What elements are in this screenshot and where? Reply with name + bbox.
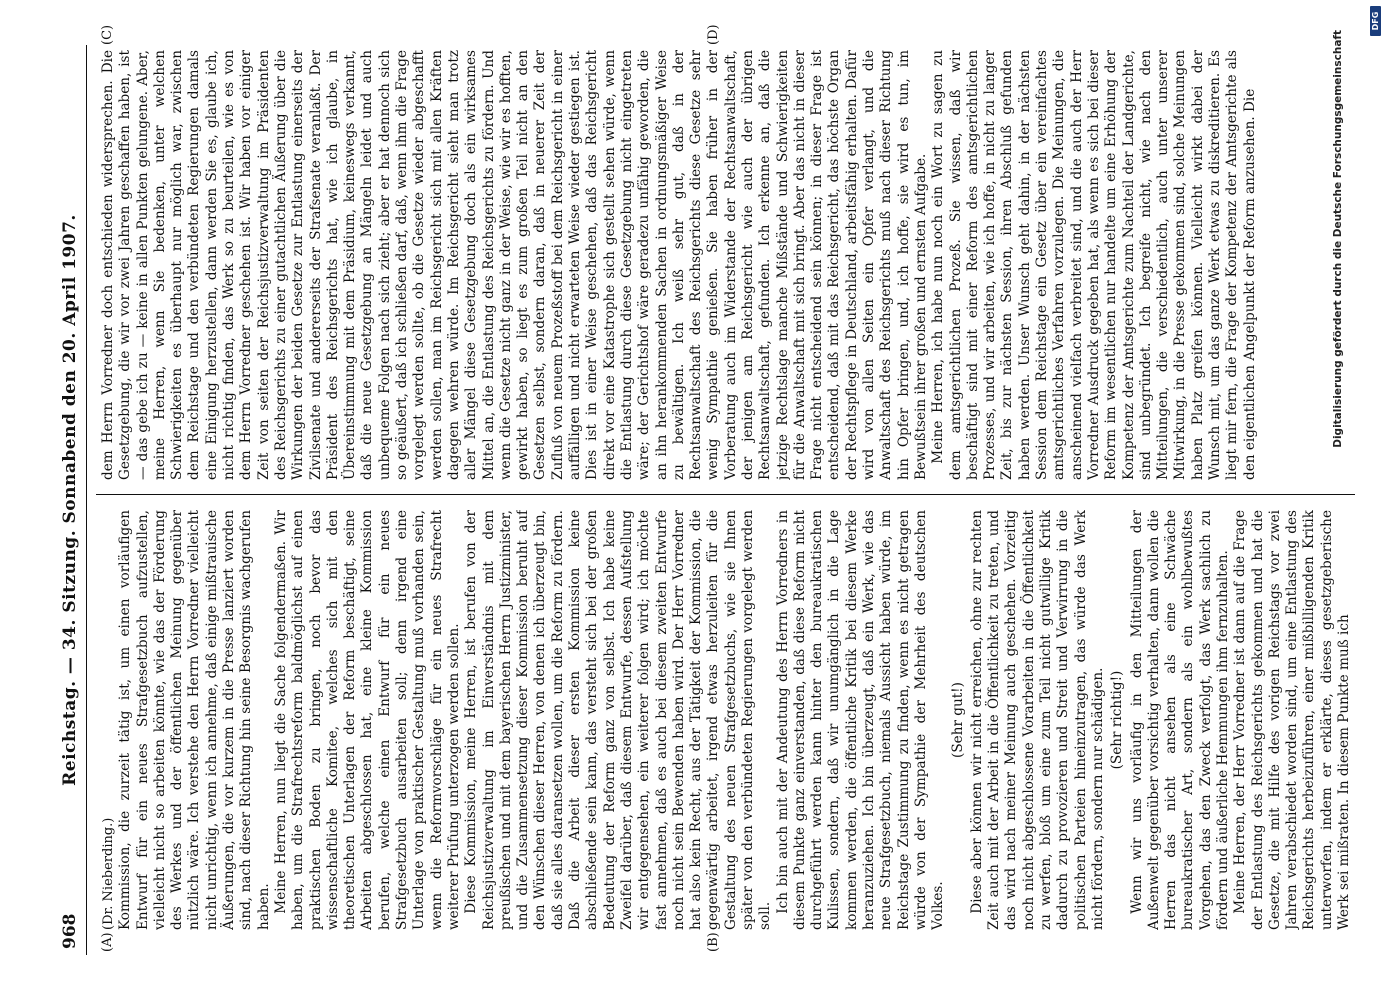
paragraph: Ich bin auch mit der Andeutung des Herrn Vorredners in diesem Punkte ganz einverstanden, daß diese Reform nicht durchgeführt werden kann hinter den bureaukratischen Kulissen, sondern, daß wir unumgänglich in die Lage kommen werden, die öffentliche Kritik bei diesem Werke heranzuziehen. Ich bin überzeugt, daß ein Werk, wie das neue Strafgesetzbuch, niemals Aussicht haben würde, im Reichstage Zustimmung zu finden, wenn es nicht getragen würde von der Sympathie der Mehrheit des deutschen Volkes. <box>774 510 947 930</box>
page-number: 968 <box>60 913 80 949</box>
paragraph: Diese Kommission, meine Herren, ist berufen von der Reichsjustizverwaltung im Einverständnis mit dem preußischen und mit dem bayerischen Herrn Justizminister, und die Zusammensetzung dieser Kommission beruht auf den Wünschen dieser Herren, von denen ich überzeugt bin, daß sie alles daransetzen wollen, um die Reform zu fördern. Daß die Arbeit dieser ersten Kommission keine abschließende sein kann, das versteht sich bei der großen Bedeutung der Reform ganz von selbst. Ich habe keine Zweifel darüber, daß diesem Entwurfe, dessen Aufstellung wir entgegensehen, ein weiterer folgen wird; ich möchte fast annehmen, daß es auch bei diesem zweiten Entwurfe noch nicht sein Bewenden haben wird. Der Herr Vorredner hat also kein Recht, aus der Tätigkeit der Kommission, die gegenwärtig arbeitet, irgend etwas herzuleiten für die Gestaltung des neuen Strafgesetzbuchs, wie sie Ihnen später von den verbündeten Regierungen vorgelegt werden soll. <box>463 510 774 930</box>
digitization-note: Digitalisierung gefördert durch die Deutsche Forschungsgemeinschaft <box>1332 30 1344 448</box>
paragraph: Meine Herren, nun liegt die Sache folgendermaßen. Wir haben, um die Strafrechtsreform baldmöglichst auf einen praktischen Boden zu bringen, noch bevor das wissenschaftliche Komitee, welches sich mit den theoretischen Unterlagen der Reform beschäftigt, seine Arbeiten abgeschlossen hat, eine kleine Kommission berufen, welche einen Entwurf für ein neues Strafgesetzbuch ausarbeiten soll; denn irgend eine Unterlage von praktischer Gestaltung muß vorhanden sein, wenn die Reformvorschläge für ein neues Strafrecht weiterer Prüfung unterzogen werden sollen. <box>272 510 462 930</box>
margin-marker-b: (B) <box>706 932 721 952</box>
speaker-label: (Dr. Nieberding.) <box>101 817 116 930</box>
margin-marker-d: (D) <box>706 24 721 45</box>
page-header <box>58 45 87 955</box>
paragraph: Kommission, die zurzeit tätig ist, um einen vorläufigen Entwurf für ein neues Strafgesetzbuch aufzustellen, vielleicht nicht so arbeiten könnte, wie das der Förderung des Werkes und der öffentlichen Meinung gegenüber nützlich wäre. Ich verstehe den Herrn Vorredner vielleicht nicht unrichtig, wenn ich annehme, daß einige mißtrauische Äußerungen, die vor kurzem in die Presse lanziert worden sind, nach dieser Richtung hin seine Besorgnis wachgerufen haben. <box>117 510 272 930</box>
dfg-logo: DFG <box>1370 6 1381 36</box>
right-column <box>100 50 1353 480</box>
interjection: (Sehr richtig!) <box>1109 670 1126 770</box>
paragraph: dem Herrn Vorredner doch entschieden widersprechen. Die Gesetzgebung, die wir vor zwei Jahren geschaffen haben, ist — das gebe ich zu — keine in allen Punkten gelungene. Aber, meine Herren, wenn Sie bedenken, unter welchen Schwierigkeiten es überhaupt nur möglich war, zwischen dem Reichstage und den verbündeten Regierungen damals eine Einigung herzustellen, dann werden Sie es, glaube ich, nicht richtig finden, das Werk so zu beurteilen, wie es von dem Herrn Vorredner geschehen ist. Wir haben vor einiger Zeit von seiten der Reichsjustizverwaltung im Präsidenten des Reichsgerichts zu einer gutachtlichen Äußerung über die Wirkungen der beiden Gesetze zur Entlastung einerseits der Zivilsenate und andererseits der Strafsenate veranlaßt. Der Präsident des Reichsgerichts hat, wie ich glaube, in Übereinstimmung mit dem Präsidium, keineswegs verkannt, daß die neue Gesetzgebung an Mängeln leidet und auch unbequeme Folgen nach sich zieht; aber er hat dennoch sich so geäußert, daß ich schließen darf, daß, wenn ihm die Frage vorgelegt werden sollte, ob die Gesetze wieder abgeschafft werden sollen, man im Reichsgericht sich mit allen Kräften dagegen wehren würde. Im Reichsgericht sieht man trotz aller Mängel diese Gesetzgebung doch als ein wirksames Mittel an, die Entlastung des Reichsgerichts zu fördern. Und wenn die Gesetze nicht ganz in der Weise, wie wir es hofften, gewirkt haben, so liegt es zum großen Teil nicht an den Gesetzen selbst, sondern daran, daß in neuerer Zeit der Zufluß von neuem Prozeßstoff bei dem Reichsgericht in einer auffälligen und nicht erwarteten Weise wieder gestiegen ist. Dies ist in einer Weise geschehen, daß das Reichsgericht direkt vor eine Katastrophe sich gestellt sehen würde, wenn die Entlastung durch diese Gesetzgebung nicht eingetreten wäre; der Gerichtshof wäre geradezu unfähig geworden, die an ihn herankommenden Sachen in ordnungsmäßiger Weise zu bewältigen. Ich weiß sehr gut, daß in der Rechtsanwaltschaft des Reichsgerichts diese Gesetze sehr wenig Sympathie genießen. Sie haben früher in der Vorberatung auch im Widerstande der Rechtsanwaltschaft, der jenigen am Reichsgericht wie auch der übrigen Rechtsanwaltschaft, gefunden. Ich erkenne an, daß die jetzige Rechtslage manche Mißstände und Schwierigkeiten für die Anwaltschaft mit sich bringt. Aber das nicht in dieser Frage nicht entscheidend sein können; in dieser Frage ist entscheidend, daß mit das Reichsgericht, das höchste Organ der Rechtspflege in Deutschland, arbeitsfähig erhalten. Dafür wird von allen Seiten ein Opfer verlangt, und die Anwaltschaft des Reichsgerichts muß nach dieser Richtung hin Opfer bringen, und, ich hoffe, sie wird es tun, im Bewußtsein ihrer großen und ernsten Aufgabe. <box>100 50 929 480</box>
paragraph: Diese aber können wir nicht erreichen, ohne zur rechten Zeit auch mit der Arbeit in die Öffentlichkeit zu treten, und das wird nach meiner Meinung auch geschehen. Vorzeitig noch nicht abgeschlossene Vorarbeiten in die Öffentlichkeit zu werfen, bloß um eine zum Teil nicht gutwillige Kritik dadurch zu provozieren und Streit und Verwirrung in die politischen Parteien hineinzutragen, das würde das Werk nicht fördern, sondern nur schädigen. <box>968 510 1106 930</box>
paragraph: Meine Herren, ich habe nun noch ein Wort zu sagen zu dem amtsgerichtlichen Prozeß. Sie wissen, daß wir beschäftigt sind mit einer Reform des amtsgerichtlichen Prozesses, und wir arbeiten, wie ich hoffe, in nicht zu langer Zeit, bis zur nächsten Session, ihren Abschluß gefunden haben werden. Unser Wunsch geht dahin, in der nächsten Session dem Reichstage ein Gesetz über ein vereinfachtes amtsgerichtliches Verfahren vorzulegen. Die Meinungen, die anscheinend vielfach verbreitet sind, und die auch der Herr Vorredner Ausdruck gegeben hat, als wenn es sich bei dieser Reform im wesentlichen nur handelte um eine Erhöhung der Kompetenz der Amtsgerichte zum Nachteil der Landgerichte, sind unbegründet. Ich begreife nicht, wie nach den Mitteilungen, die verschiedentlich, auch unter unserer Mitwirkung, in die Presse gekommen sind, solche Meinungen haben Platz greifen können. Vielleicht wirkt dabei der Wunsch mit, um das ganze Werk etwas zu diskreditieren. Es liegt mir fern, die Frage der Kompetenz der Amtsgerichte als den eigentlichen Angelpunkt der Reform anzusehen. Die <box>930 50 1258 480</box>
margin-marker-c: (C) <box>100 24 115 45</box>
margin-marker-a: (A) <box>100 932 115 952</box>
page-title: Reichstag. — 34. Sitzung. Sonnabend den 20. April 1907. <box>60 214 80 786</box>
paragraph: Meine Herren, der Herr Vorredner ist dann auf die Frage der Entlastung des Reichsgerichts gekommen und hat die Gesetze, die mit Hilfe des vorigen Reichstags vor zwei Jahren verabschiedet worden sind, um eine Entlastung des Reichsgerichts herbeizuführen, einer mißbilligenden Kritik unterworfen, indem er erklärte, dieses gesetzgeberische Werk sei mißraten. In diesem Punkte muß ich <box>1232 510 1353 930</box>
column-divider <box>96 494 1355 495</box>
left-column <box>100 510 1353 930</box>
paragraph: Wenn wir uns vorläufig in den Mitteilungen der Außenwelt gegenüber vorsichtig verhalten, dann wollen die Herren das nicht ansehen als eine Schwäche bureaukratischer Art, sondern als ein wohlbewußtes Vorgehen, das den Zweck verfolgt, das Werk sachlich zu fördern und äußerliche Hemmungen ihm fernzuhalten. <box>1128 510 1231 930</box>
interjection: (Sehr gut!) <box>949 682 966 758</box>
